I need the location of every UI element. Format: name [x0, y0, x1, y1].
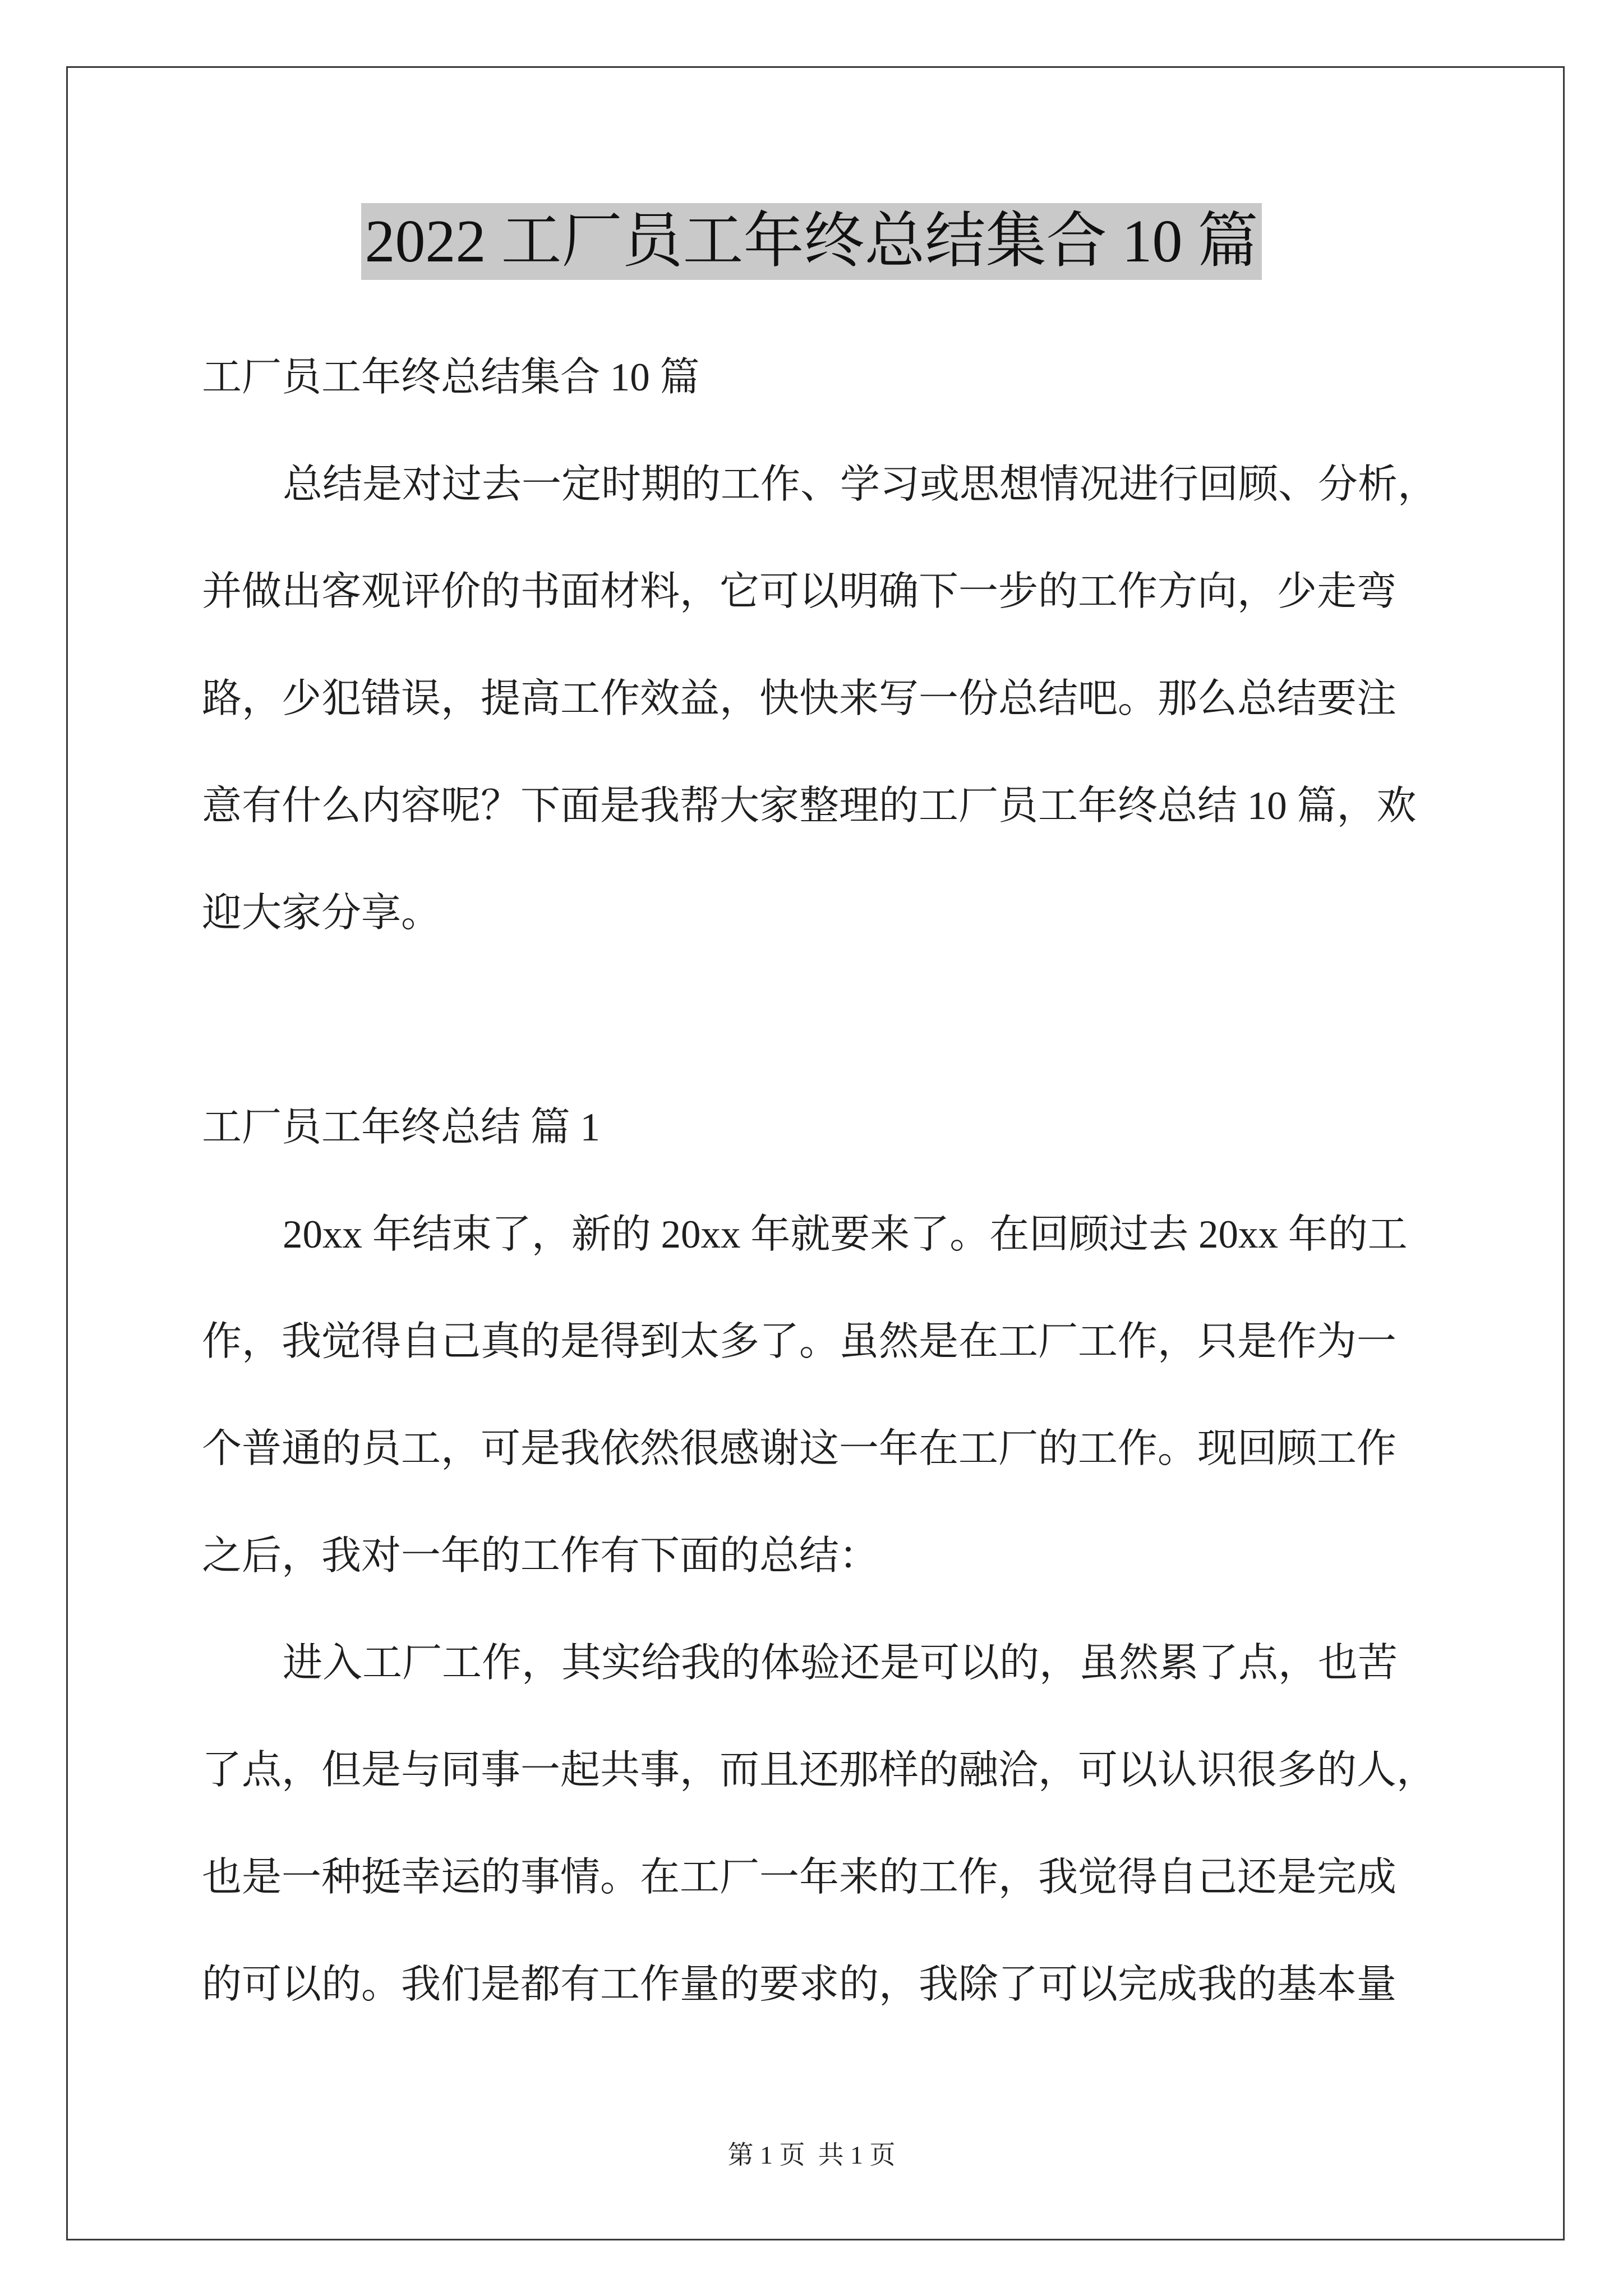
paragraph-line: 作，我觉得自己真的是得到太多了。虽然是在工厂工作，只是作为一	[202, 1320, 1397, 1364]
blank-line	[202, 967, 1469, 1074]
paragraph-line: 意有什么内容呢？下面是我帮大家整理的工厂员工年终总结 10 篇，欢	[202, 784, 1417, 828]
document-body	[202, 324, 1469, 2039]
section-paragraph	[202, 1181, 1469, 1610]
paragraph-line: 总结是对过去一定时期的工作、学习或思想情况进行回顾、分析，	[283, 463, 1438, 507]
document-subtitle: 工厂员工年终总结集合 10 篇	[202, 356, 700, 399]
paragraph-line: 也是一种挺幸运的事情。在工厂一年来的工作，我觉得自己还是完成	[202, 1856, 1397, 1899]
paragraph-line: 路，少犯错误，提高工作效益，快快来写一份总结吧。那么总结要注	[202, 677, 1397, 721]
section-heading: 工厂员工年终总结 篇 1	[202, 1106, 601, 1149]
page-footer: 第 1 页 共 1 页	[727, 2141, 896, 2169]
paragraph-line: 20xx 年结束了，新的 20xx 年就要来了。在回顾过去 20xx 年的工	[283, 1213, 1408, 1257]
paragraph-line: 进入工厂工作，其实给我的体验还是可以的，虽然累了点，也苦	[283, 1641, 1398, 1685]
title-container	[0, 203, 1623, 280]
paragraph-line: 迎大家分享。	[202, 891, 441, 935]
paragraph-line: 了点，但是与同事一起共事，而且还那样的融洽，可以认识很多的人，	[202, 1749, 1437, 1792]
section-paragraph	[202, 1610, 1469, 2039]
paragraph-line: 的可以的。我们是都有工作量的要求的，我除了可以完成我的基本量	[202, 1963, 1397, 2007]
paragraph-line: 并做出客观评价的书面材料，它可以明确下一步的工作方向，少走弯	[202, 570, 1397, 614]
paragraph-line: 个普通的员工，可是我依然很感谢这一年在工厂的工作。现回顾工作	[202, 1427, 1397, 1471]
paragraph-line: 之后，我对一年的工作有下面的总结：	[202, 1534, 879, 1578]
document-title: 2022 工厂员工年终总结集合 10 篇	[361, 203, 1261, 280]
intro-paragraph	[202, 431, 1469, 967]
